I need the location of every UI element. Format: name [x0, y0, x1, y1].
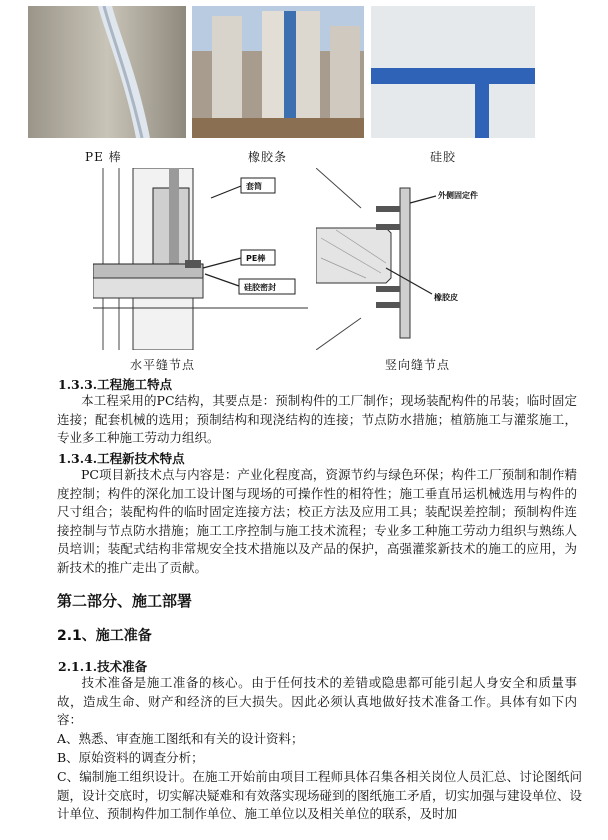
- label-silicone-seal: 硅胶密封: [244, 283, 276, 292]
- vertical-joint-diagram: [316, 168, 514, 350]
- photo-rubber-strip: [192, 6, 364, 138]
- list-item-c: C、编制施工组织设计。在施工开始前由项目工程师具体召集各相关岗位人员汇总、讨论图纸问题，设计交底时，切实解决疑难和有效落实现场碰到的图纸施工矛盾，切实加强与建设单位、设计单位、预制构件加工制作单位、施工单位以及相关单位的联系，及时加: [57, 769, 583, 822]
- para-1-3-4-text: PC项目新技术点与内容是：产业化程度高，资源节约与绿色环保；构件工厂预制和制作精度控制；构件的深化加工设计图与现场的可操作性的相符性；施工垂直吊运机械选用与构件的尺寸组合；装配构件的临时固定连接方法；校正方法及应用工具；装配误差控制；预制构件连接控制与节点防水措施；施工工序控制与施工技术流程；专业多工种施工劳动力组织与熟练人员培训；装配式结构非常规安全技术措施以及产品的保护，高强灌浆新技术的施工的应用，为新技术的推广走出了贡献。: [57, 467, 577, 575]
- caption-silicone: 硅胶: [430, 150, 457, 164]
- caption-pe-rod: PE 棒: [85, 150, 122, 164]
- label-sleeve: 套筒: [246, 182, 262, 191]
- heading-1-3-3: 1.3.3.工程施工特点: [58, 377, 173, 392]
- photo-silicone: [371, 6, 535, 138]
- list-item-b: B、原始资料的调查分析；: [57, 750, 204, 765]
- para-2-1-1-text: 技术准备是施工准备的核心。由于任何技术的差错或隐患都可能引起人身安全和质量事故，造成生命、财产和经济的巨大损失。因此必须认真地做好技术准备工作。具体有如下内容：: [57, 675, 577, 728]
- caption-vertical-joint: 竖向缝节点: [385, 358, 451, 372]
- label-rubber-sheet: 橡胶皮: [434, 293, 458, 302]
- caption-rubber-strip: 橡胶条: [248, 150, 288, 164]
- label-pe-rod: PE棒: [246, 254, 266, 263]
- heading-part-2: 第二部分、施工部署: [57, 592, 193, 610]
- heading-1-3-4: 1.3.4.工程新技术特点: [58, 451, 185, 466]
- para-2-1-1: [57, 674, 577, 730]
- para-1-3-4: [57, 466, 577, 578]
- list-item-a: A、熟悉、审查施工图纸和有关的设计资料；: [57, 731, 304, 746]
- para-1-3-3: [57, 392, 577, 448]
- photo-pe-rod: [28, 6, 186, 138]
- horizontal-joint-diagram: [93, 168, 308, 350]
- caption-horizontal-joint: 水平缝节点: [130, 358, 196, 372]
- para-1-3-3-text: 本工程采用的PC结构，其要点是：预制构件的工厂制作；现场装配构件的吊装；临时固定连接；配套机械的选用；预制结构和现浇结构的连接；节点防水措施；植筋施工与灌浆施工，专业多工种施工劳动力组织。: [57, 393, 577, 446]
- heading-2-1: 2.1、施工准备: [57, 628, 152, 644]
- heading-2-1-1: 2.1.1.技术准备: [58, 659, 148, 674]
- label-outer-fixing: 外侧固定件: [438, 191, 478, 200]
